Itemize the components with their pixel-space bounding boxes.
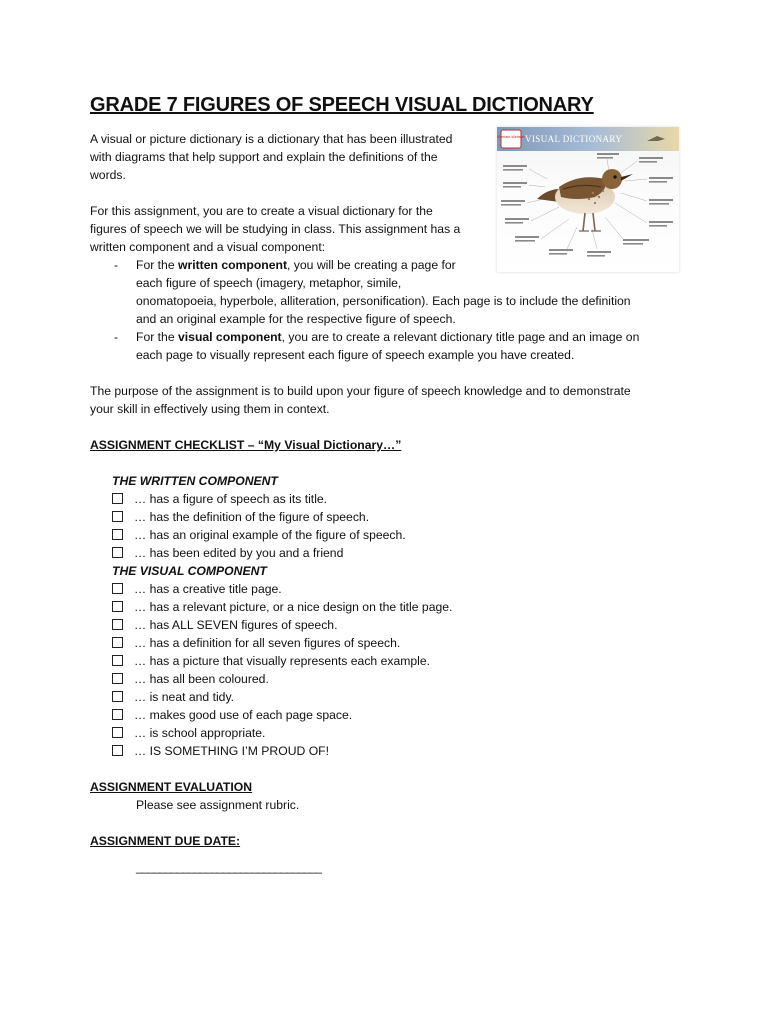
- logo-text: Merriam-Webster: [497, 135, 525, 139]
- visual-dictionary-image: [497, 127, 679, 272]
- banner-text: VISUAL DICTIONARY: [525, 134, 623, 144]
- checklist-item[interactable]: … has the definition of the figure of speech.: [90, 508, 670, 526]
- page-title: GRADE 7 FIGURES OF SPEECH VISUAL DICTIONARY: [90, 94, 594, 116]
- checklist-item[interactable]: … has a relevant picture, or a nice design on the title page.: [90, 598, 670, 616]
- written-bullet-line: and an original example for the respective figure of speech.: [136, 312, 456, 326]
- checkbox-icon[interactable]: [112, 511, 123, 522]
- checklist-heading: ASSIGNMENT CHECKLIST – “My Visual Dictionary…”: [90, 438, 402, 452]
- checklist-item[interactable]: … has been edited by you and a friend: [90, 544, 670, 562]
- assignment-line: written component and a visual component:: [90, 240, 326, 254]
- checkbox-icon[interactable]: [112, 493, 123, 504]
- written-component-bullet: - For the written component, you will be creating a page for each figure of speech (imagery, metaphor, simile, onomatopoeia, hyperbole, alliteration, personification). Each page is to include the definition and an original example for the respective figure of speech.: [90, 256, 670, 328]
- checklist-item[interactable]: … IS SOMETHING I’M PROUD OF!: [90, 742, 670, 760]
- component-bullets: [90, 256, 670, 364]
- assignment-paragraph: [90, 202, 472, 256]
- written-checklist: [90, 490, 670, 562]
- assignment-line: figures of speech we will be studying in class. This assignment has a: [90, 222, 461, 236]
- assignment-line: For this assignment, you are to create a visual dictionary for the: [90, 204, 433, 218]
- checklist-item[interactable]: … is school appropriate.: [90, 724, 670, 742]
- intro-line: with diagrams that help support and explain the definitions of the: [90, 150, 438, 164]
- evaluation-heading: ASSIGNMENT EVALUATION: [90, 780, 253, 794]
- checklist-item[interactable]: … has a figure of speech as its title.: [90, 490, 670, 508]
- checkbox-icon[interactable]: [112, 655, 123, 666]
- checklist-item[interactable]: … has a picture that visually represents each example.: [90, 652, 670, 670]
- intro-paragraph: [90, 130, 472, 184]
- checkbox-icon[interactable]: [112, 745, 123, 756]
- purpose-line: The purpose of the assignment is to build upon your figure of speech knowledge and to demonstrate: [90, 384, 631, 398]
- checkbox-icon[interactable]: [112, 601, 123, 612]
- visual-component-title: THE VISUAL COMPONENT: [112, 564, 267, 578]
- visual-component-bullet: - For the visual component, you are to create a relevant dictionary title page and an image on each page to visually represent each figure of speech example you have created.: [90, 328, 670, 364]
- written-bullet-line: each figure of speech (imagery, metaphor, simile,: [136, 276, 402, 290]
- purpose-paragraph: [90, 382, 670, 418]
- bird-illustration: [497, 127, 679, 272]
- visual-bullet-line: each page to visually represent each figure of speech example you have created.: [136, 348, 575, 362]
- checklist-item[interactable]: … has a definition for all seven figures of speech.: [90, 634, 670, 652]
- checklist-item[interactable]: … is neat and tidy.: [90, 688, 670, 706]
- checklist-item[interactable]: … has all been coloured.: [90, 670, 670, 688]
- written-bullet-line: onomatopoeia, hyperbole, alliteration, personification). Each page is to include the definition: [136, 294, 631, 308]
- due-date-heading: ASSIGNMENT DUE DATE:: [90, 834, 241, 848]
- visual-checklist: [90, 580, 670, 760]
- written-bullet-line: For the written component, you will be creating a page for: [136, 258, 456, 272]
- visual-bullet-line: For the visual component, you are to create a relevant dictionary title page and an image on: [136, 330, 640, 344]
- checkbox-icon[interactable]: [112, 691, 123, 702]
- intro-line: A visual or picture dictionary is a dictionary that has been illustrated: [90, 132, 453, 146]
- checkbox-icon[interactable]: [112, 673, 123, 684]
- publisher-logo-icon: [501, 130, 521, 148]
- checkbox-icon[interactable]: [112, 637, 123, 648]
- checkbox-icon[interactable]: [112, 619, 123, 630]
- checkbox-icon[interactable]: [112, 727, 123, 738]
- written-component-title: THE WRITTEN COMPONENT: [112, 474, 278, 488]
- intro-line: words.: [90, 168, 126, 182]
- checkbox-icon[interactable]: [112, 709, 123, 720]
- checklist-item[interactable]: … has ALL SEVEN figures of speech.: [90, 616, 670, 634]
- checklist-item[interactable]: … makes good use of each page space.: [90, 706, 670, 724]
- evaluation-text: Please see assignment rubric.: [136, 798, 300, 812]
- checkbox-icon[interactable]: [112, 529, 123, 540]
- purpose-line: your skill in effectively using them in context.: [90, 402, 330, 416]
- due-date-blank[interactable]: ________________________________: [136, 860, 321, 874]
- checkbox-icon[interactable]: [112, 583, 123, 594]
- checklist-item[interactable]: … has an original example of the figure of speech.: [90, 526, 670, 544]
- checkbox-icon[interactable]: [112, 547, 123, 558]
- checklist-item[interactable]: … has a creative title page.: [90, 580, 670, 598]
